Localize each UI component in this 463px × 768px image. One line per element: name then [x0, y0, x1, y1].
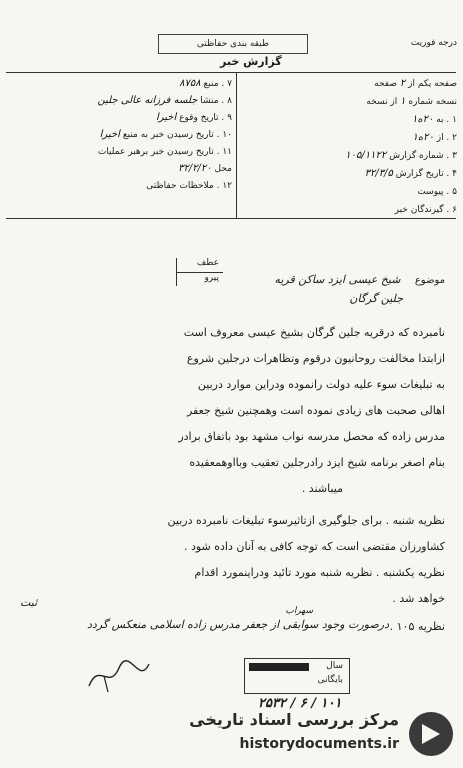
opinion-line-3: نظریه یکشنبه . نظریه شنبه مورد تائید ودراینمورد اقدام [194, 566, 445, 579]
field-report-date [243, 168, 457, 186]
field-source [10, 78, 232, 95]
field-event-date [10, 112, 232, 129]
document-title: گزارش خبر [220, 55, 282, 68]
field-value: ۳۲/۲/۲۰ [178, 163, 212, 174]
field-value: ۲۰ه۱ [412, 132, 434, 143]
field-value: ۱۰۵/۱۱۲۲ [345, 150, 387, 161]
subject-text: شیخ عیسی ایزد ساکن قریه [274, 273, 401, 286]
archive-stamp [244, 658, 350, 694]
header-rule [6, 72, 456, 73]
subject-line [274, 273, 445, 286]
field-label: نسخه شماره [408, 97, 457, 107]
right-fields [243, 78, 457, 222]
field-value: ۲۰ه۱ [411, 114, 434, 125]
field-report-number [243, 150, 457, 168]
field-value: ۳۲/۳/۵ [364, 168, 393, 179]
field-label: ۶ . گیرندگان خبر [394, 205, 457, 215]
field-receipt-date-leader [10, 146, 232, 163]
field-label: ۵ . پیوست [417, 187, 457, 197]
field-label: ۷ . منبع [203, 79, 232, 89]
field-to [243, 114, 457, 132]
opinion-line-4: خواهد شد . [392, 592, 445, 605]
body-line-7: میباشند . [301, 482, 343, 495]
opinion-line-5: نظریه ۱۰۵ . [389, 620, 445, 633]
field-label: ۳ . شماره گزارش [389, 151, 457, 161]
stamp-bar [249, 663, 309, 671]
field-label: ۱۰ . تاریخ رسیدن خبر به منبع [122, 130, 232, 140]
atf-label: عطف [196, 258, 219, 268]
field-suffix: صفحه [374, 79, 397, 89]
handwritten-name: سهراب [285, 606, 313, 616]
body-line-2: ازابتدا مخالفت روحانیون درقوم وتظاهرات درجلین شروع [186, 352, 445, 365]
field-value: اخیرا [99, 129, 120, 140]
field-label: ۸ . منشا [200, 96, 232, 106]
archive-number: ۲۵۳۲ / ۶ / ۱۰۱ [258, 696, 342, 711]
field-value: اخیرا [155, 112, 177, 123]
watermark-url: historydocuments.ir [239, 736, 399, 752]
field-recipients [243, 204, 457, 222]
body-line-3: به تبلیغات سوء علیه دولت رانموده ودراین موارد دربین [197, 378, 445, 391]
field-label: ۱۱ . تاریخ رسیدن خبر برهبر عملیات [97, 147, 232, 157]
field-from [243, 132, 457, 150]
body-line-6: بنام اصغر برنامه شیخ ایزد رادرجلین تعقیب وبااوهمعقیده [189, 456, 445, 469]
field-label: ۴ . تاریخ گزارش [395, 169, 457, 179]
field-protective-notes [10, 180, 232, 197]
field-label: ۹ . تاریخ وقوع [179, 113, 232, 123]
body-line-4: اهالی صحبت های زیادی نموده است وهمچنین شیخ جعفر [186, 404, 445, 417]
field-label: ۱ . به [436, 115, 457, 125]
opinion-line-2: کشاورزان مقتضی است که توجه کافی به آنان داده شود . [183, 540, 445, 553]
field-copy-number [243, 96, 457, 114]
reference-box [176, 258, 223, 286]
field-label: صفحه یکم از [408, 79, 457, 89]
left-fields [10, 78, 232, 197]
field-value: جلسه فرزانه عالی جلین [97, 95, 198, 106]
subject-continuation: جلین گرگان [349, 292, 403, 305]
classification-stamp: طبقه بندی حفاظتی [158, 34, 308, 54]
field-label: محل [214, 164, 232, 174]
stamp-year-label: سال [326, 661, 343, 671]
field-label: ۱۲ . ملاحظات حفاظتی [146, 181, 232, 191]
field-suffix: از نسخه [366, 97, 398, 107]
field-value: ۱ [400, 96, 406, 107]
body-line-5: مدرس زاده که محصل مدرسه نواب مشهد بود باتفاق برادر [178, 430, 445, 443]
urgency-label: درجه فوریت [410, 38, 457, 48]
watermark-org: مرکز بررسی اسناد تاریخی [189, 710, 399, 729]
subject-label: موضوع [414, 275, 445, 286]
handwritten-note-end: ثبت [20, 596, 38, 609]
opinion-line-1: نظریه شنبه . برای جلوگیری ازتاثیرسوء تبلیغات نامبرده دربین [167, 514, 445, 527]
archive-logo-icon [409, 712, 453, 756]
signature-icon [84, 656, 154, 696]
field-page [243, 78, 457, 96]
field-origin [10, 95, 232, 112]
field-value: ۸۷۵۸ [179, 78, 201, 89]
pirou-label: پیرو [204, 273, 219, 283]
fields-divider [236, 72, 237, 218]
field-attachment [243, 186, 457, 204]
handwritten-note: درصورت وجود سوابقی از جعفر مدرس زاده اسلامی منعکس گردد [87, 618, 389, 631]
field-place [10, 163, 232, 180]
body-line-1: نامبرده که درقریه جلین گرگان بشیخ عیسی معروف است [183, 326, 445, 339]
field-label: ۲ . از [436, 133, 457, 143]
stamp-archive-label: بایگانی [317, 675, 343, 685]
field-value: ۲ [399, 78, 406, 89]
field-receipt-date-source [10, 129, 232, 146]
